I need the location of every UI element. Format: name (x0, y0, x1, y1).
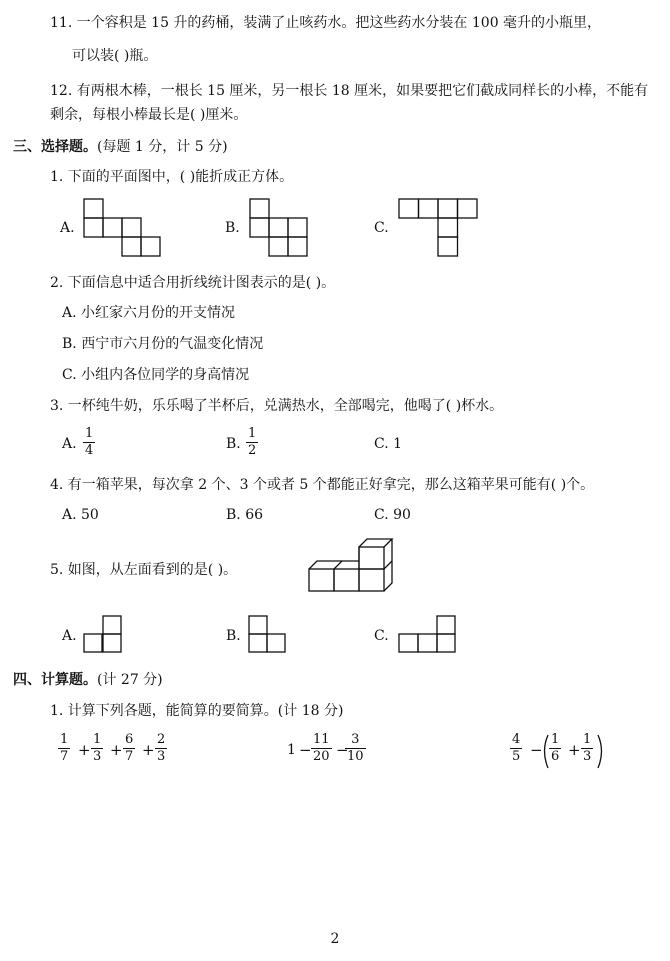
e3-fraction-1 (510, 733, 522, 764)
c3-option-b-label: B. (226, 436, 241, 452)
c2-question: 2. 下面信息中适合用折线统计图表示的是( )。 (50, 275, 336, 291)
e1-operator-1: + (78, 741, 91, 759)
e1-fraction-3 (123, 733, 135, 764)
c4-option-c: C. 90 (374, 507, 411, 523)
fraction-denominator: 2 (248, 443, 257, 458)
fraction-numerator: 4 (512, 732, 521, 747)
q11-line2: 可以装( )瓶。 (72, 48, 158, 64)
fraction-numerator: 1 (551, 732, 560, 747)
fraction-numerator: 11 (313, 732, 330, 747)
c5-view-b-figure (249, 616, 289, 654)
e3-operator-1: − (530, 741, 543, 759)
c5-cube-stack-figure (309, 538, 394, 600)
e2-fraction-1 (311, 733, 332, 764)
c3-option-c: C. 1 (374, 436, 403, 452)
fraction-numerator: 1 (85, 426, 94, 441)
e2-operator-1: − (299, 741, 312, 759)
c2-option-b: B. 西宁市六月份的气温变化情况 (62, 336, 264, 352)
fraction-denominator: 3 (93, 749, 102, 764)
calc-question: 1. 计算下列各题，能简算的要简算。(计 18 分) (50, 703, 344, 719)
c4-question: 4. 有一箱苹果，每次拿 2 个、3 个或者 5 个都能正好拿完，那么这箱苹果可能有( )个。 (50, 477, 595, 493)
fraction-denominator: 10 (347, 749, 364, 764)
e2-whole-number: 1 (287, 742, 296, 758)
c2-option-c: C. 小组内各位同学的身高情况 (62, 367, 250, 383)
fraction-denominator: 5 (512, 749, 521, 764)
section-4-note: (计 27 分) (97, 672, 163, 688)
page-number: 2 (330, 931, 340, 947)
e3-right-parenthesis (597, 734, 605, 770)
section-4-title: 四、计算题。 (13, 672, 97, 688)
c1-net-a-figure (84, 199, 164, 259)
section-3-title: 三、选择题。 (13, 139, 97, 155)
e1-fraction-1 (58, 733, 70, 764)
fraction-numerator: 1 (248, 426, 257, 441)
c1-option-c-label: C. (374, 220, 389, 236)
q11-line1: 11. 一个容积是 15 升的药桶，装满了止咳药水。把这些药水分装在 100 毫升的小瓶里， (50, 15, 602, 31)
q12-line2: 剩余，每根小棒最长是( )厘米。 (50, 107, 248, 123)
c3-option-b-fraction (246, 427, 258, 458)
section-3-heading (13, 137, 228, 157)
e1-operator-2: + (110, 741, 123, 759)
fraction-numerator: 6 (125, 732, 134, 747)
fraction-denominator: 20 (313, 749, 330, 764)
fraction-denominator: 7 (60, 749, 69, 764)
c5-view-c-figure (399, 616, 459, 654)
fraction-numerator: 3 (351, 732, 360, 747)
e3-left-parenthesis (541, 734, 549, 770)
e1-operator-3: + (142, 741, 155, 759)
fraction-denominator: 7 (125, 749, 134, 764)
fraction-numerator: 1 (60, 732, 69, 747)
e3-operator-2: + (568, 741, 581, 759)
c1-question: 1. 下面的平面图中，( )能折成正方体。 (50, 169, 294, 185)
e3-fraction-3 (581, 733, 593, 764)
fraction-denominator: 4 (85, 443, 94, 458)
e2-operator-2: − (336, 741, 349, 759)
c3-question: 3. 一杯纯牛奶，乐乐喝了半杯后，兑满热水，全部喝完，他喝了( )杯水。 (50, 398, 504, 414)
c3-option-a-fraction (83, 427, 95, 458)
fraction-numerator: 1 (583, 732, 592, 747)
c5-option-a-label: A. (62, 628, 77, 644)
c5-option-c-label: C. (374, 628, 389, 644)
c2-option-a: A. 小红家六月份的开支情况 (62, 305, 236, 321)
fraction-denominator: 6 (551, 749, 560, 764)
c5-question: 5. 如图，从左面看到的是( )。 (50, 562, 238, 578)
e1-fraction-2 (91, 733, 103, 764)
e3-fraction-2 (549, 733, 561, 764)
c1-net-b-figure (250, 199, 320, 259)
c5-view-a-figure (84, 616, 124, 654)
c4-option-b: B. 66 (226, 507, 264, 523)
c1-option-a-label: A. (60, 220, 75, 236)
c1-option-b-label: B. (225, 220, 240, 236)
fraction-numerator: 2 (157, 732, 166, 747)
c1-net-c-figure (399, 199, 484, 259)
q12-line1: 12. 有两根木棒，一根长 15 厘米，另一根长 18 厘米，如果要把它们截成同样长的小棒，不能有 (50, 83, 649, 99)
e2-fraction-2 (345, 733, 366, 764)
c5-option-b-label: B. (226, 628, 241, 644)
e1-fraction-4 (155, 733, 167, 764)
fraction-denominator: 3 (583, 749, 592, 764)
fraction-denominator: 3 (157, 749, 166, 764)
c3-option-a-label: A. (62, 436, 77, 452)
section-4-heading (13, 670, 163, 690)
fraction-numerator: 1 (93, 732, 102, 747)
section-3-note: (每题 1 分，计 5 分) (97, 139, 228, 155)
c4-option-a: A. 50 (62, 507, 99, 523)
